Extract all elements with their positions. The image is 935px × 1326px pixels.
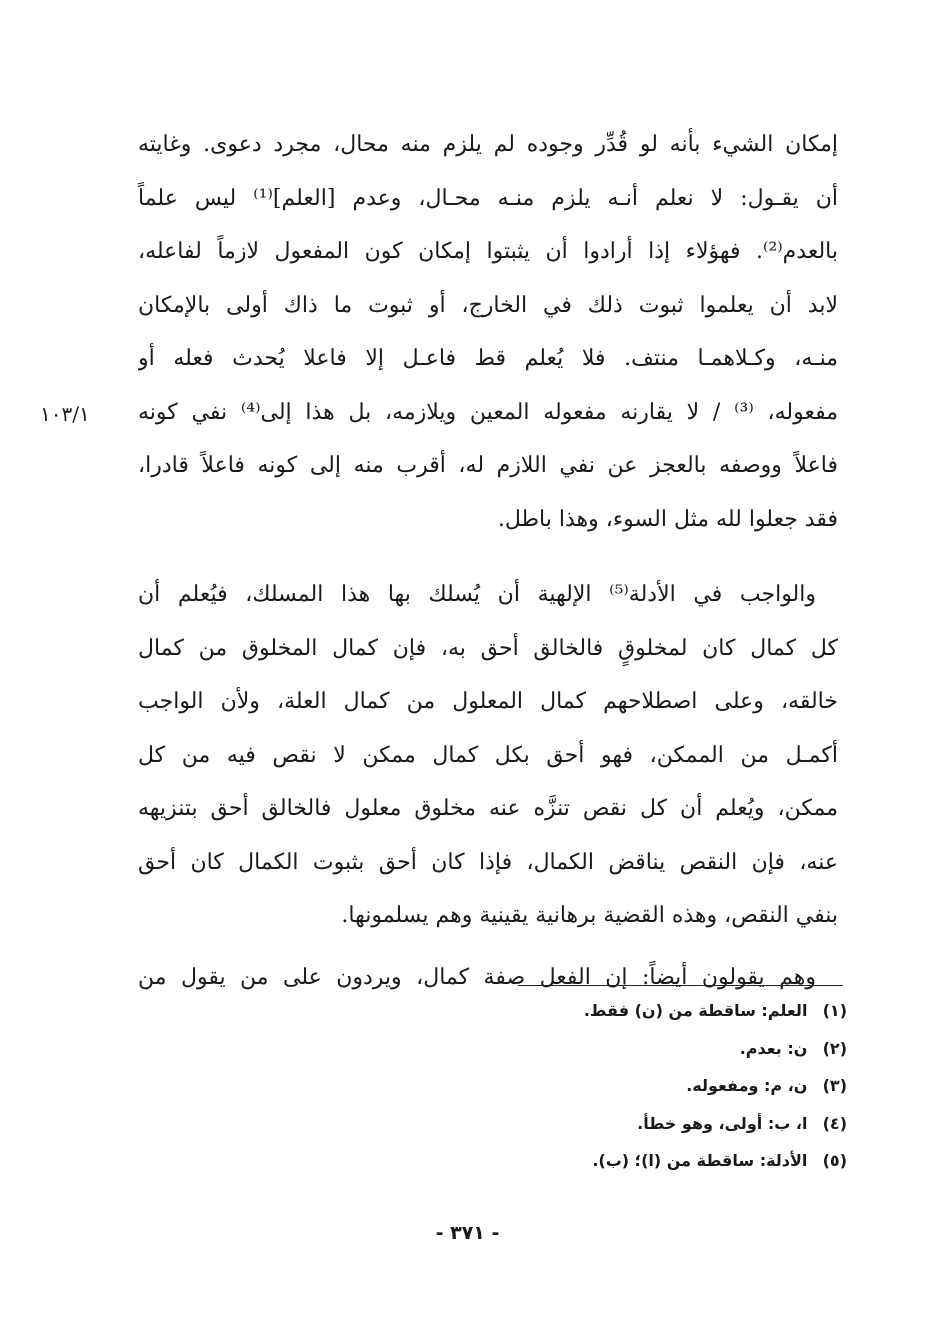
text-line: فقد جعلوا لله مثل السوء، وهذا باطل. bbox=[497, 506, 838, 532]
text-line: أن يقـول: لا نعلم أنـه يلزم منـه محـال، وعدم [العلم]⁽¹⁾ ليس علماً bbox=[138, 185, 838, 211]
text-line: والواجب في الأدلة⁽⁵⁾ الإلهية أن يُسلك بها هذا المسلك، فيُعلم أن bbox=[138, 582, 816, 607]
footnote-number: (٣) bbox=[822, 1076, 847, 1095]
text-line: منـه، وكـلاهمـا منتف. فلا يُعلم قط فاعـل إلا فاعلا يُحدث فعله أو bbox=[138, 346, 838, 371]
text-line: مفعوله، ⁽³⁾ / لا يقارنه مفعوله المعين ويلازمه، بل هذا إلى⁽⁴⁾ نفي كونه bbox=[138, 399, 838, 425]
text-line: أكمـل من الممكن، فهو أحق بكل كمال ممكن لا نقص فيه من كل bbox=[138, 742, 838, 768]
footnotes bbox=[347, 992, 847, 1180]
footnote-divider bbox=[518, 985, 843, 986]
text-line: خالقه، وعلى اصطلاحهم كمال المعلول من كمال العلة، ولأن الواجب bbox=[138, 689, 838, 714]
paragraph-2 bbox=[138, 568, 838, 943]
footnote-number: (٤) bbox=[822, 1113, 847, 1133]
footnote-number: (٥) bbox=[822, 1151, 847, 1170]
text-line: بنفي النقص، وهذه القضية برهانية يقينية وهم يسلمونها. bbox=[341, 903, 838, 928]
footnote bbox=[347, 1067, 847, 1105]
text-line: بالعدم⁽²⁾. فهؤلاء إذا أرادوا أن يثبتوا إمكان كون المفعول لازماً لفاعله، bbox=[138, 239, 838, 264]
page-number: - ٣٧١ - bbox=[435, 1222, 500, 1244]
text-line: عنه، فإن النقص يناقض الكمال، فإذا كان أحق بثبوت الكمال كان أحق bbox=[138, 849, 838, 875]
footnote bbox=[347, 1142, 847, 1180]
text-line: لابد أن يعلموا ثبوت ذلك في الخارج، أو ثبوت ما ذاك أولى بالإمكان bbox=[138, 292, 838, 318]
text-line: إمكان الشيء بأنه لو قُدِّر وجوده لم يلزم منه محال، مجرد دعوى. وغايته bbox=[138, 132, 838, 157]
footnote-number: (٢) bbox=[822, 1038, 847, 1058]
paragraph-1 bbox=[138, 118, 838, 546]
main-text bbox=[138, 118, 838, 1004]
footnote-text: ن: بعدم. bbox=[739, 1038, 808, 1058]
footnote-number: (١) bbox=[822, 1001, 847, 1020]
footnote-text: الأدلة: ساقطة من (ا)؛ (ب). bbox=[592, 1151, 808, 1170]
text-line: كل كمال كان لمخلوقٍ فالخالق أحق به، فإن كمال المخلوق من كمال bbox=[138, 635, 838, 661]
margin-reference: ١٠٣/١ bbox=[40, 402, 90, 426]
text-line: وهم يقولون أيضاً: إن الفعل صفة كمال، ويردون على من يقول من bbox=[138, 964, 816, 990]
footnote bbox=[347, 992, 847, 1030]
text-line: فاعلاً ووصفه بالعجز عن نفي اللازم له، أقرب منه إلى كونه فاعلاً قادرا، bbox=[138, 453, 838, 478]
footnote-text: العلم: ساقطة من (ن) فقط. bbox=[583, 1001, 808, 1020]
footnote bbox=[347, 1105, 847, 1143]
text-line: ممكن، ويُعلم أن كل نقص تنزَّه عنه مخلوق معلول فالخالق أحق بتنزيهه bbox=[138, 796, 838, 821]
footnote bbox=[347, 1030, 847, 1068]
footnote-text: ن، م: ومفعوله. bbox=[686, 1076, 808, 1095]
footnote-text: ا، ب: أولى، وهو خطأ. bbox=[637, 1113, 808, 1133]
